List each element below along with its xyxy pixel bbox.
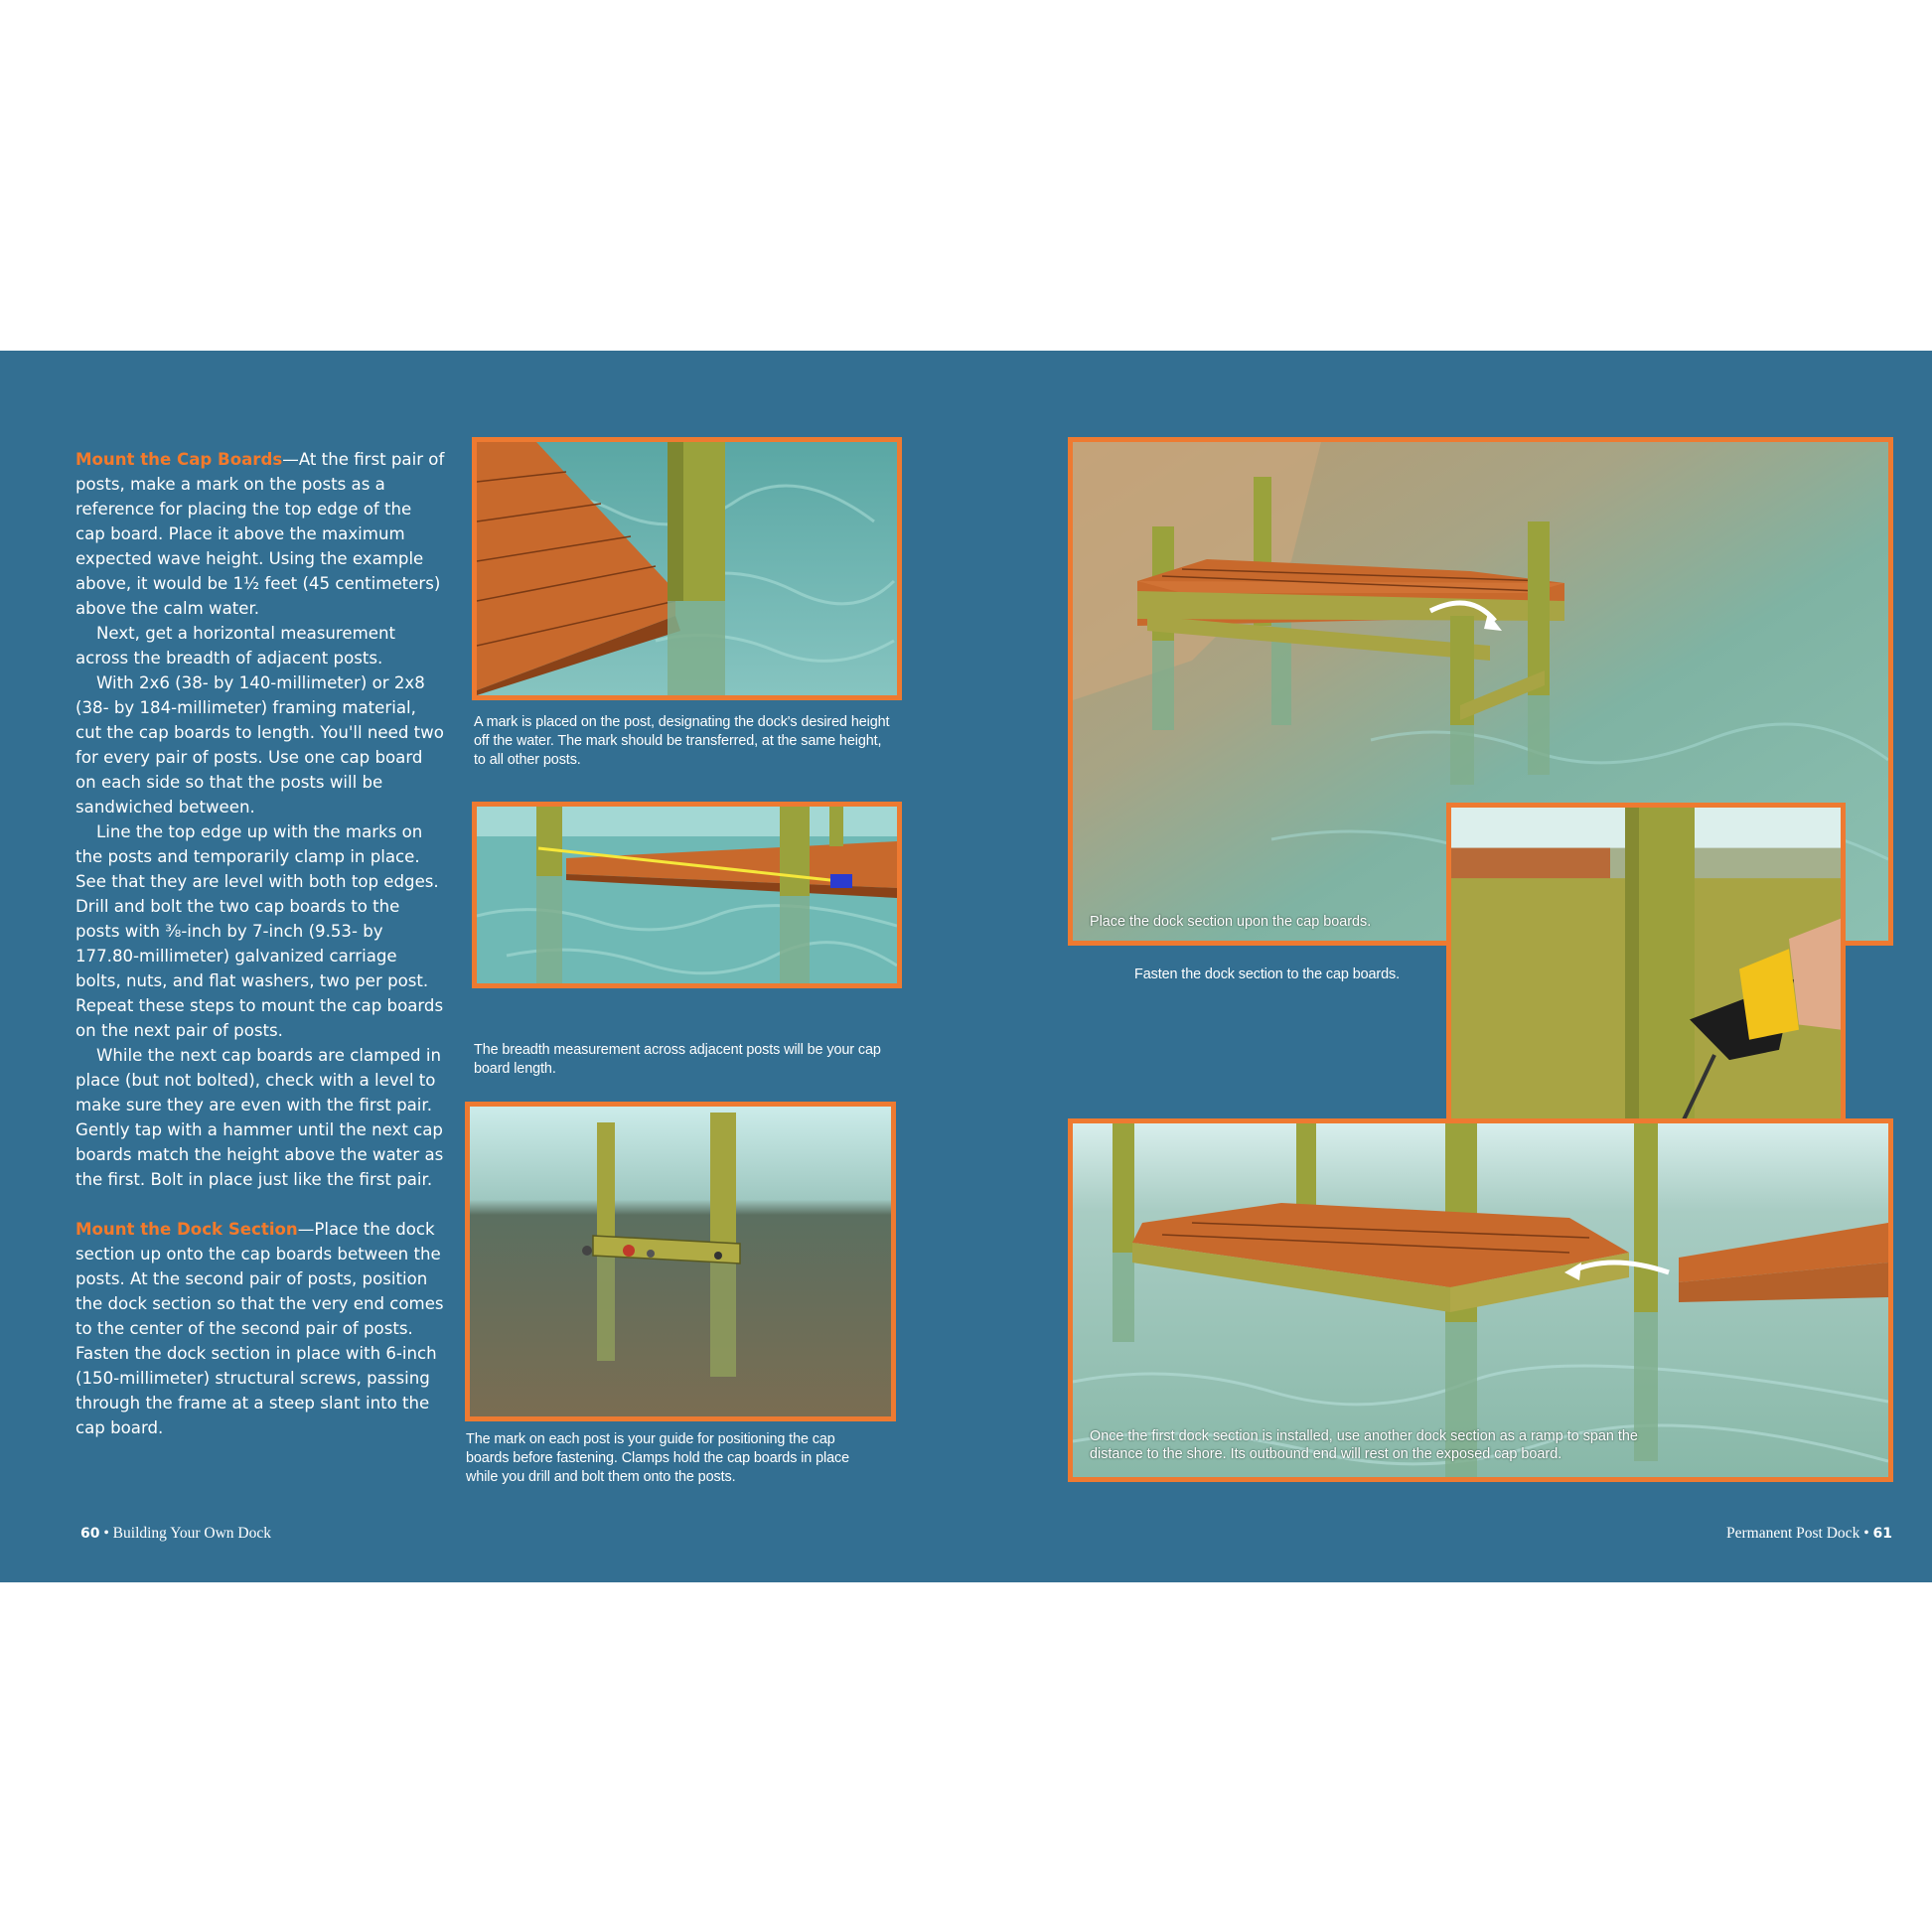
section-heading-cap-boards: Mount the Cap Boards	[75, 450, 283, 469]
paragraph: Next, get a horizontal measurement across the breadth of adjacent posts.	[75, 624, 395, 668]
caption-cap-boards-clamped: The mark on each post is your guide for positioning the cap boards before fastening. Clamps hold the cap boards in place while you drill and bolt them onto the posts.	[466, 1431, 849, 1485]
folio-right: Permanent Post Dock • 61	[1726, 1525, 1892, 1542]
caption-fasten-dock-section: Fasten the dock section to the cap boards.	[1134, 966, 1400, 982]
paragraph: Mount the Dock Section—Place the dock section up onto the cap boards between the posts. At the second pair of posts, position the dock section so that the very end comes to the center of the second pair of posts. Fasten the dock section in place with 6-inch (150-millimeter) structural screws, passing through the frame at a steep slant into the cap board.	[75, 1220, 444, 1437]
caption-post-mark: A mark is placed on the post, designating the dock's desired height off the water. The mark should be transferred, at the same height, to all other posts.	[474, 714, 890, 768]
caption-place-dock-section: Place the dock section upon the cap boards.	[1090, 914, 1372, 930]
section-heading-dock-section: Mount the Dock Section	[75, 1220, 298, 1239]
caption-breadth-measurement: The breadth measurement across adjacent posts will be your cap board length.	[474, 1042, 881, 1077]
illustration-breadth-measurement	[472, 802, 902, 988]
paragraph: Line the top edge up with the marks on the posts and temporarily clamp in place. See that they are level with both top edges. Drill and bolt the two cap boards to the posts with ⅜-inch by 7-inch (9.53- by 177.80-millimeter) galvanized carriage bolts, nuts, and flat washers, two per post. Repeat these steps to mount the cap boards on the next pair of posts.	[75, 822, 444, 1040]
paragraph: Mount the Cap Boards—At the first pair of posts, make a mark on the posts as a reference for placing the top edge of the cap board. Place it above the maximum expected wave height. Using the example above, it would be 1½ feet (45 centimeters) above the calm water.	[75, 450, 445, 618]
paragraph: While the next cap boards are clamped in place (but not bolted), check with a level to make sure they are even with the first pair. Gently tap with a hammer until the next cap boards match the height above the water as the first. Bolt in place just like the first pair.	[75, 1046, 444, 1189]
paragraph: With 2x6 (38- by 140-millimeter) or 2x8 (38- by 184-millimeter) framing material, cut the cap boards to length. You'll need two for every pair of posts. Use one cap board on each side so that the posts will be sandwiched between.	[75, 673, 444, 817]
folio-left: 60 • Building Your Own Dock	[80, 1525, 271, 1542]
illustration-cap-boards-clamped	[465, 1102, 896, 1421]
illustration-post-mark	[472, 437, 902, 700]
caption-ramp-dock-section: Once the first dock section is installed, use another dock section as a ramp to span the distance to the shore. Its outbound end will rest on the exposed cap board.	[1090, 1428, 1638, 1462]
body-text-column	[75, 447, 445, 1440]
book-spread	[0, 351, 1932, 1582]
